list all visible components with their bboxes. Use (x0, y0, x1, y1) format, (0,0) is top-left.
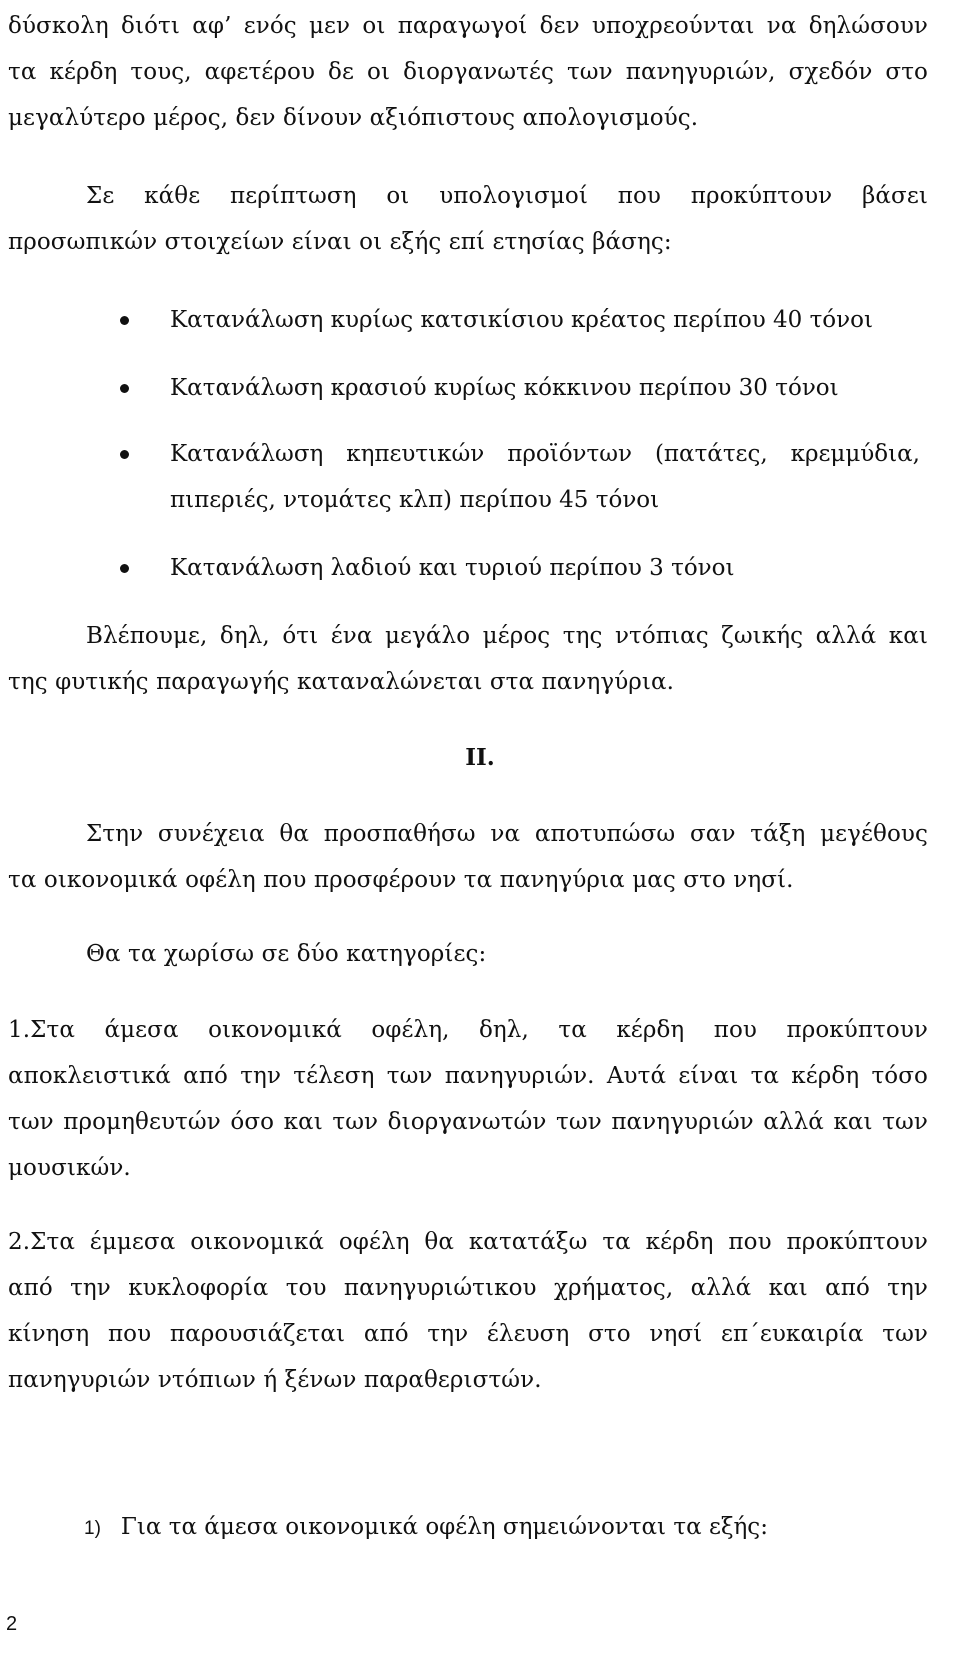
paragraph-indirect-line-4: πανηγυριών ντόπιων ή ξένων παραθεριστών. (8, 1367, 542, 1393)
bullet-text: Κατανάλωση λαδιού και τυριού περίπου 3 τόνοι (170, 555, 735, 581)
section-heading: II. (465, 744, 495, 771)
paragraph-indirect-line-1: 2.Στα έμμεσα οικονομικά οφέλη θα κατατάξω τα κέρδη που προκύπτουν (8, 1229, 928, 1255)
paragraph-intro-line-1: Στην συνέχεια θα προσπαθήσω να αποτυπώσω σαν τάξη μεγέθους (86, 821, 928, 847)
bullet-dot-icon (120, 384, 129, 393)
paragraph-direct-line-1: 1.Στα άμεσα οικονομικά οφέλη, δηλ, τα κέρδη που προκύπτουν (8, 1017, 928, 1043)
paragraph-top-line-2: τα κέρδη τους, αφετέρου δε οι διοργανωτές των πανηγυριών, σχεδόν στο (8, 59, 928, 85)
numbered-item (84, 1512, 768, 1543)
paragraph-direct-line-2: αποκλειστικά από την τέλεση των πανηγυριών. Αυτά είναι τα κέρδη τόσο (8, 1063, 928, 1089)
numbered-item-number: 1) (84, 1518, 101, 1539)
paragraph-calc-line-2: προσωπικών στοιχείων είναι οι εξής επί ετησίας βάσης: (8, 229, 672, 255)
paragraph-top-line-1: δύσκολη διότι αφ’ ενός μεν οι παραγωγοί δεν υποχρεούνται να δηλώσουν (8, 13, 928, 39)
numbered-item-text: Για τα άμεσα οικονομικά οφέλη σημειώνονται τα εξής: (120, 1514, 768, 1540)
paragraph-direct-line-4: μουσικών. (8, 1155, 131, 1181)
paragraph-categories: Θα τα χωρίσω σε δύο κατηγορίες: (86, 941, 487, 967)
bullet-dot-icon (120, 316, 129, 325)
paragraph-calc-line-1: Σε κάθε περίπτωση οι υπολογισμοί που προκύπτουν βάσει (86, 183, 928, 209)
paragraph-conclusion-line-1: Βλέπουμε, δηλ, ότι ένα μεγάλο μέρος της ντόπιας ζωικής αλλά και (86, 623, 928, 649)
paragraph-indirect-line-2: από την κυκλοφορία του πανηγυριώτικου χρήματος, αλλά και από την (8, 1275, 928, 1301)
paragraph-direct-line-3: των προμηθευτών όσο και των διοργανωτών των πανηγυριών αλλά και των (8, 1109, 928, 1135)
paragraph-conclusion-line-2: της φυτικής παραγωγής καταναλώνεται στα πανηγύρια. (8, 669, 675, 695)
paragraph-top-line-3: μεγαλύτερο μέρος, δεν δίνουν αξιόπιστους απολογισμούς. (8, 105, 699, 131)
bullet-text: πιπεριές, ντομάτες κλπ) περίπου 45 τόνοι (170, 487, 660, 513)
bullet-dot-icon (120, 564, 129, 573)
bullet-text: Κατανάλωση κυρίως κατσικίσιου κρέατος περίπου 40 τόνοι (170, 307, 873, 333)
bullet-text: Κατανάλωση κρασιού κυρίως κόκκινου περίπου 30 τόνοι (170, 375, 839, 401)
bullet-text: Κατανάλωση κηπευτικών προϊόντων (πατάτες, κρεμμύδια, (170, 441, 920, 467)
paragraph-intro-line-2: τα οικονομικά οφέλη που προσφέρουν τα πανηγύρια μας στο νησί. (8, 867, 794, 893)
bullet-dot-icon (120, 450, 129, 459)
page-number: 2 (6, 1613, 18, 1635)
paragraph-indirect-line-3: κίνηση που παρουσιάζεται από την έλευση στο νησί επ΄ευκαιρία των (8, 1321, 928, 1347)
